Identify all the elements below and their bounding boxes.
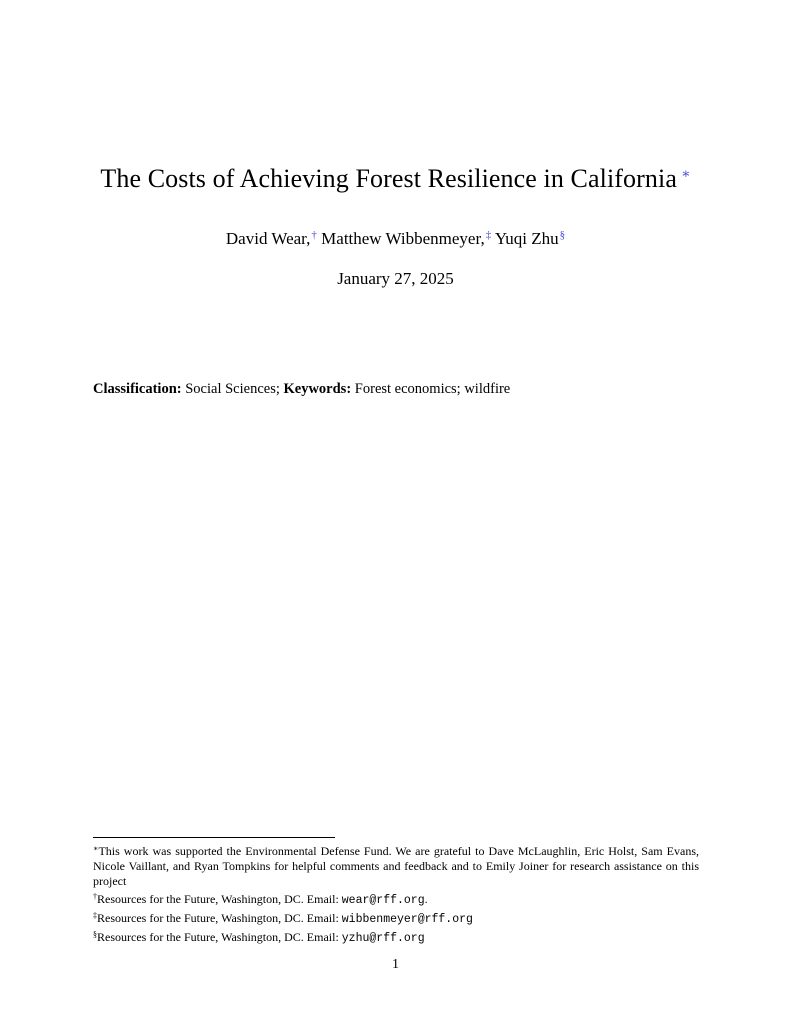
classification-line <box>93 381 510 398</box>
footnote-funding <box>93 841 699 889</box>
footnote-rule <box>93 837 335 838</box>
footnote-affiliation <box>93 927 699 946</box>
footnote-mark: § <box>93 930 97 939</box>
email-link[interactable]: yzhu@rff.org <box>341 932 425 945</box>
author-footnote-link[interactable]: ‡ <box>485 229 492 241</box>
email-link[interactable]: wear@rff.org <box>341 894 425 907</box>
email-link[interactable]: wibbenmeyer@rff.org <box>341 913 473 926</box>
footnote-mark: ∗ <box>93 844 99 853</box>
paper-title-text: The Costs of Achieving Forest Resilience in California <box>100 164 677 193</box>
footnote-text: This work was supported the Environmental Defense Fund. We are grateful to Dave McLaughlin, Eric Holst, Sam Evans, Nicole Vaillant, and Ryan Tompkins for helpful comments and feedback and to Emily Joiner for research assistance on this project <box>93 844 699 888</box>
footnote-affiliation <box>93 908 699 927</box>
footnote-mark: ‡ <box>93 911 97 920</box>
paper-date: January 27, 2025 <box>337 269 454 288</box>
title-footnote-link[interactable]: ∗ <box>680 167 691 182</box>
classification-value: Social Sciences; <box>185 381 280 397</box>
footnote-affiliation <box>93 889 699 908</box>
page-number: 1 <box>392 957 399 972</box>
footnote-text: Resources for the Future, Washington, DC. Email: <box>97 911 342 925</box>
footnote-text: Resources for the Future, Washington, DC. Email: <box>97 892 342 906</box>
footnote-suffix: . <box>424 892 428 906</box>
author-name: David Wear, <box>225 229 311 248</box>
author-footnote-link[interactable]: † <box>311 229 317 241</box>
footnotes <box>93 841 699 946</box>
author-name: Matthew Wibbenmeyer, <box>321 229 485 248</box>
footnote-text: Resources for the Future, Washington, DC. Email: <box>97 930 342 944</box>
author-name: Yuqi Zhu <box>494 229 559 248</box>
footnote-mark: † <box>93 892 97 901</box>
keywords-value: Forest economics; wildfire <box>354 381 511 397</box>
author-list <box>0 229 791 249</box>
paper-title <box>0 164 791 194</box>
keywords-label: Keywords: <box>283 381 352 397</box>
author-footnote-link[interactable]: § <box>559 229 566 241</box>
classification-label: Classification: <box>93 381 182 397</box>
